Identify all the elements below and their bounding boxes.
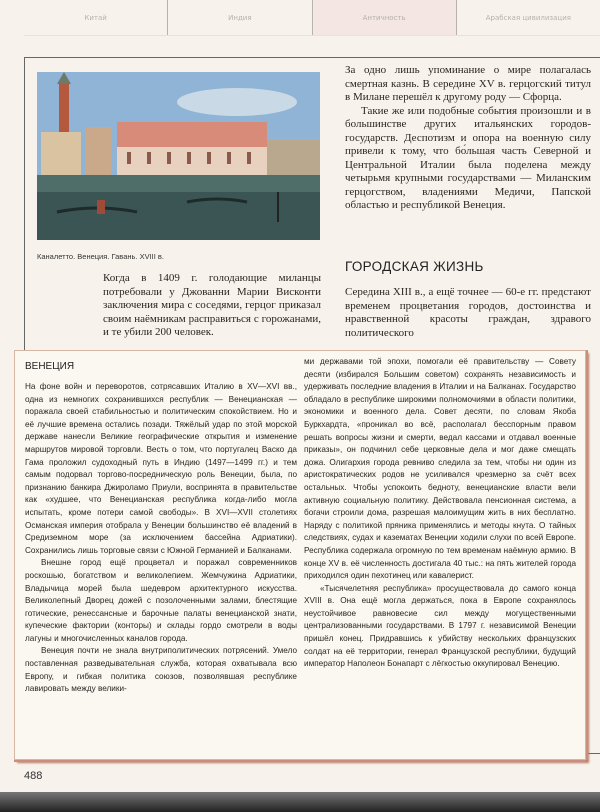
paragraph: На фоне войн и переворотов, сотрясавших Италию в XV—XVI вв., одна из немногих сохранившихся республик — Венецианская — поражала своей стабильностью и политическим спокойствием. Но и её лучшие времена остались позади. Тяжёлый удар по этой морской державе нанесли Великие географические открытия и изменение маршрутов мировой торговли. Весть о том, что португалец Васко да Гама проложил судоходный путь в Индию (1497—1499 гг.) и тем самым подорвал торгово-посредническую роль Венеции, была, по признанию банкира Джироламо Приули, воспринята в правительстве как «худшее, что Венецианская республика когда-либо могла испытать, кроме потери самой свободы». В XVI—XVII столетиях Османская империя отобрала у Венеции большинство её владений в Средиземном море (за исключением бассейна Адриатики). Сохранились лишь торговые связи с Южной Германией и Балканами.: [25, 382, 297, 555]
left-paragraph: Когда в 1409 г. голодающие миланцы потребовали у Джованни Марии Висконти заключения мира с соседями, герцог приказал своим наёмникам расправиться с горожанами, и те убили 200 человек.: [103, 272, 321, 338]
page-number: 488: [24, 770, 43, 782]
section-heading: ГОРОДСКАЯ ЖИЗНЬ: [345, 259, 484, 274]
box-column-right: [304, 356, 576, 671]
paragraph-continued: ми державами той эпохи, помогали её правительству — Совету десяти (избирался Большим советом) сохранять независимость и удерживать последние владения в Италии и на Балканах. Государство обладало в республике широкими полномочиями в области политики, экономики и военного дела. Совет десяти, по словам Якоба Буркхардта, «проникал во всё, располагал бесспорным правом решать вопросы жизни и смерти, ведал кассами и отдавал военные приказы», он подчинил себе церковные дела и мог даже смещать дожа. Олигархия города ревниво следила за тем, чтобы ни один из аристократических родов не усиливался чрезмерно за счёт всех остальных. Чтобы успокоить бедноту, венецианские власти вели активную социальную политику. Действовала пенсионная система, а богачи строили дома, разрешая малоимущим жить в них бесплатно. Наряду с политикой пряника применялись и методы кнута. О тайных следствиях, судах и казематах Венеции ходили слухи по всей Европе. Республика содержала огромную по тем временам наёмную армию. В конце XV в. её численность достигала 40 тыс.: на пять жителей города приходился один пехотинец или кавалерист.: [304, 357, 576, 581]
painting-caption: Каналетто. Венеция. Гавань. XVIII в.: [37, 252, 164, 261]
painting-canaletto-venice: [37, 72, 320, 240]
box-title: ВЕНЕЦИЯ: [25, 361, 75, 372]
paragraph: Венеция почти не знала внутриполитических потрясений. Умело поставленная разведывательная служба, которая охватывала всю Европу, и гибкая политика союзов, позволявшая республике лавировать между велики-: [25, 646, 297, 694]
paragraph: Внешне город ещё процветал и поражал современников роскошью, богатством и великолепием. Жемчужина Адриатики, Владычица морей была шедевром архитектурного искусства. Великолепный Дворец дожей с позолоченными залами, блестящие готические, ренессансные и барочные палаты венецианской знати, купеческие фактории (конторы) и склады гордо смотрели в воды лагуны и многочисленных каналов города.: [25, 558, 297, 643]
tab-china[interactable]: Китай: [84, 13, 107, 22]
scan-edge: [0, 792, 600, 812]
section-text: Середина XIII в., а ещё точнее — 60-е гг. предстают временем процветания городов, достоинства и нравственной красоты граждан, здравого политического: [345, 286, 591, 339]
section-tabs: [24, 0, 600, 36]
box-column-left: [25, 381, 297, 696]
paragraph: Такие же или подобные события произошли и в большинстве других итальянских городов-государств. Деспотизм и опора на военную силу привели к тому, что бо́льшая часть Северной и Центральной Италии была поделена между четырьмя крупными государствами — Миланским герцогством, владениями Медичи, Папской областью и республикой Венеция.: [345, 104, 591, 211]
paragraph: За одно лишь упоминание о мире полагалась смертная казнь. В середине XV в. герцогский титул в Милане перешёл к другому роду — Сфорца.: [345, 64, 591, 103]
tab-antiquity[interactable]: Античность: [312, 0, 456, 35]
venice-sidebar-box: [14, 350, 586, 760]
paragraph: «Тысячелетняя республика» просуществовала до самого конца XVIII в. Она ещё могла держаться, пока в Европе сохранялось неустойчивое равновесие сил между могущественными централизованными государствами. В 1797 г. независимой Венеции пришёл конец. Придравшись к убийству нескольких французских солдат на её территории, генерал Французской республики, будущий император Наполеон Бонапарт с лёгкостью оккупировал Венецию.: [304, 583, 576, 669]
right-column-text: [345, 64, 591, 213]
tab-arab-civilization[interactable]: Арабская цивилизация: [456, 0, 600, 35]
tab-india[interactable]: Индия: [167, 0, 311, 35]
